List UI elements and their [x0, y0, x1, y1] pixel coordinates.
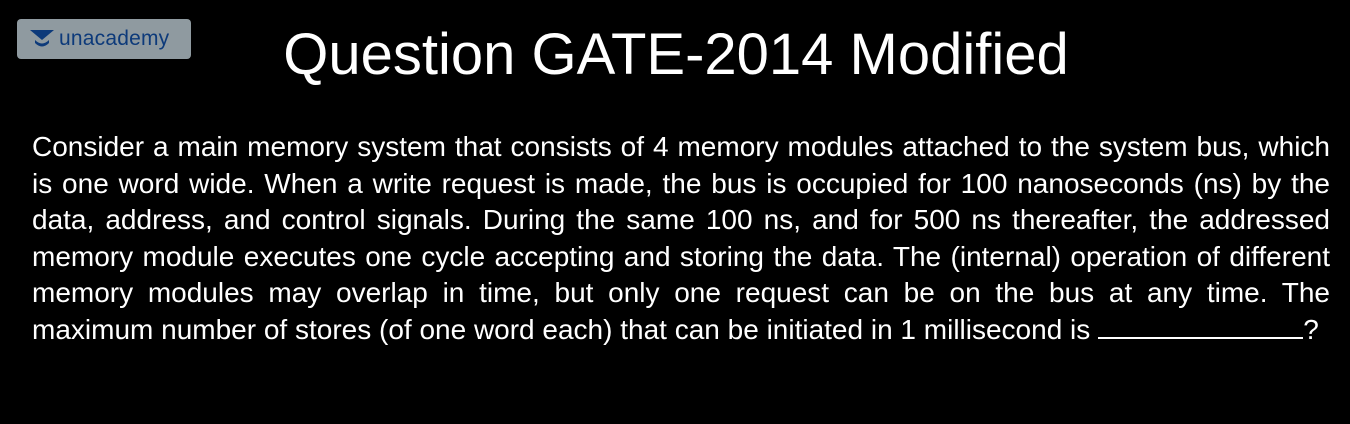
question-text — [32, 129, 1330, 348]
answer-suffix: ? — [1303, 313, 1319, 345]
brand-name: unacademy — [59, 27, 170, 50]
answer-blank — [1098, 313, 1303, 339]
slide-title: Question GATE-2014 Modified — [283, 22, 1069, 87]
question-body: Consider a main memory system that consists of 4 memory modules attached to the system bus, which is one word wide. When a write request is made, the bus is occupied for 100 nanoseconds (ns) by the data, address, and control signals. During the same 100 ns, and for 500 ns thereafter, the addressed memory module executes one cycle accepting and storing the data. The (internal) operation of different memory modules may overlap in time, but only one request can be on the bus at any time. The maximum number of stores (of one word each) that can be initiated in 1 millisecond is — [32, 131, 1330, 345]
